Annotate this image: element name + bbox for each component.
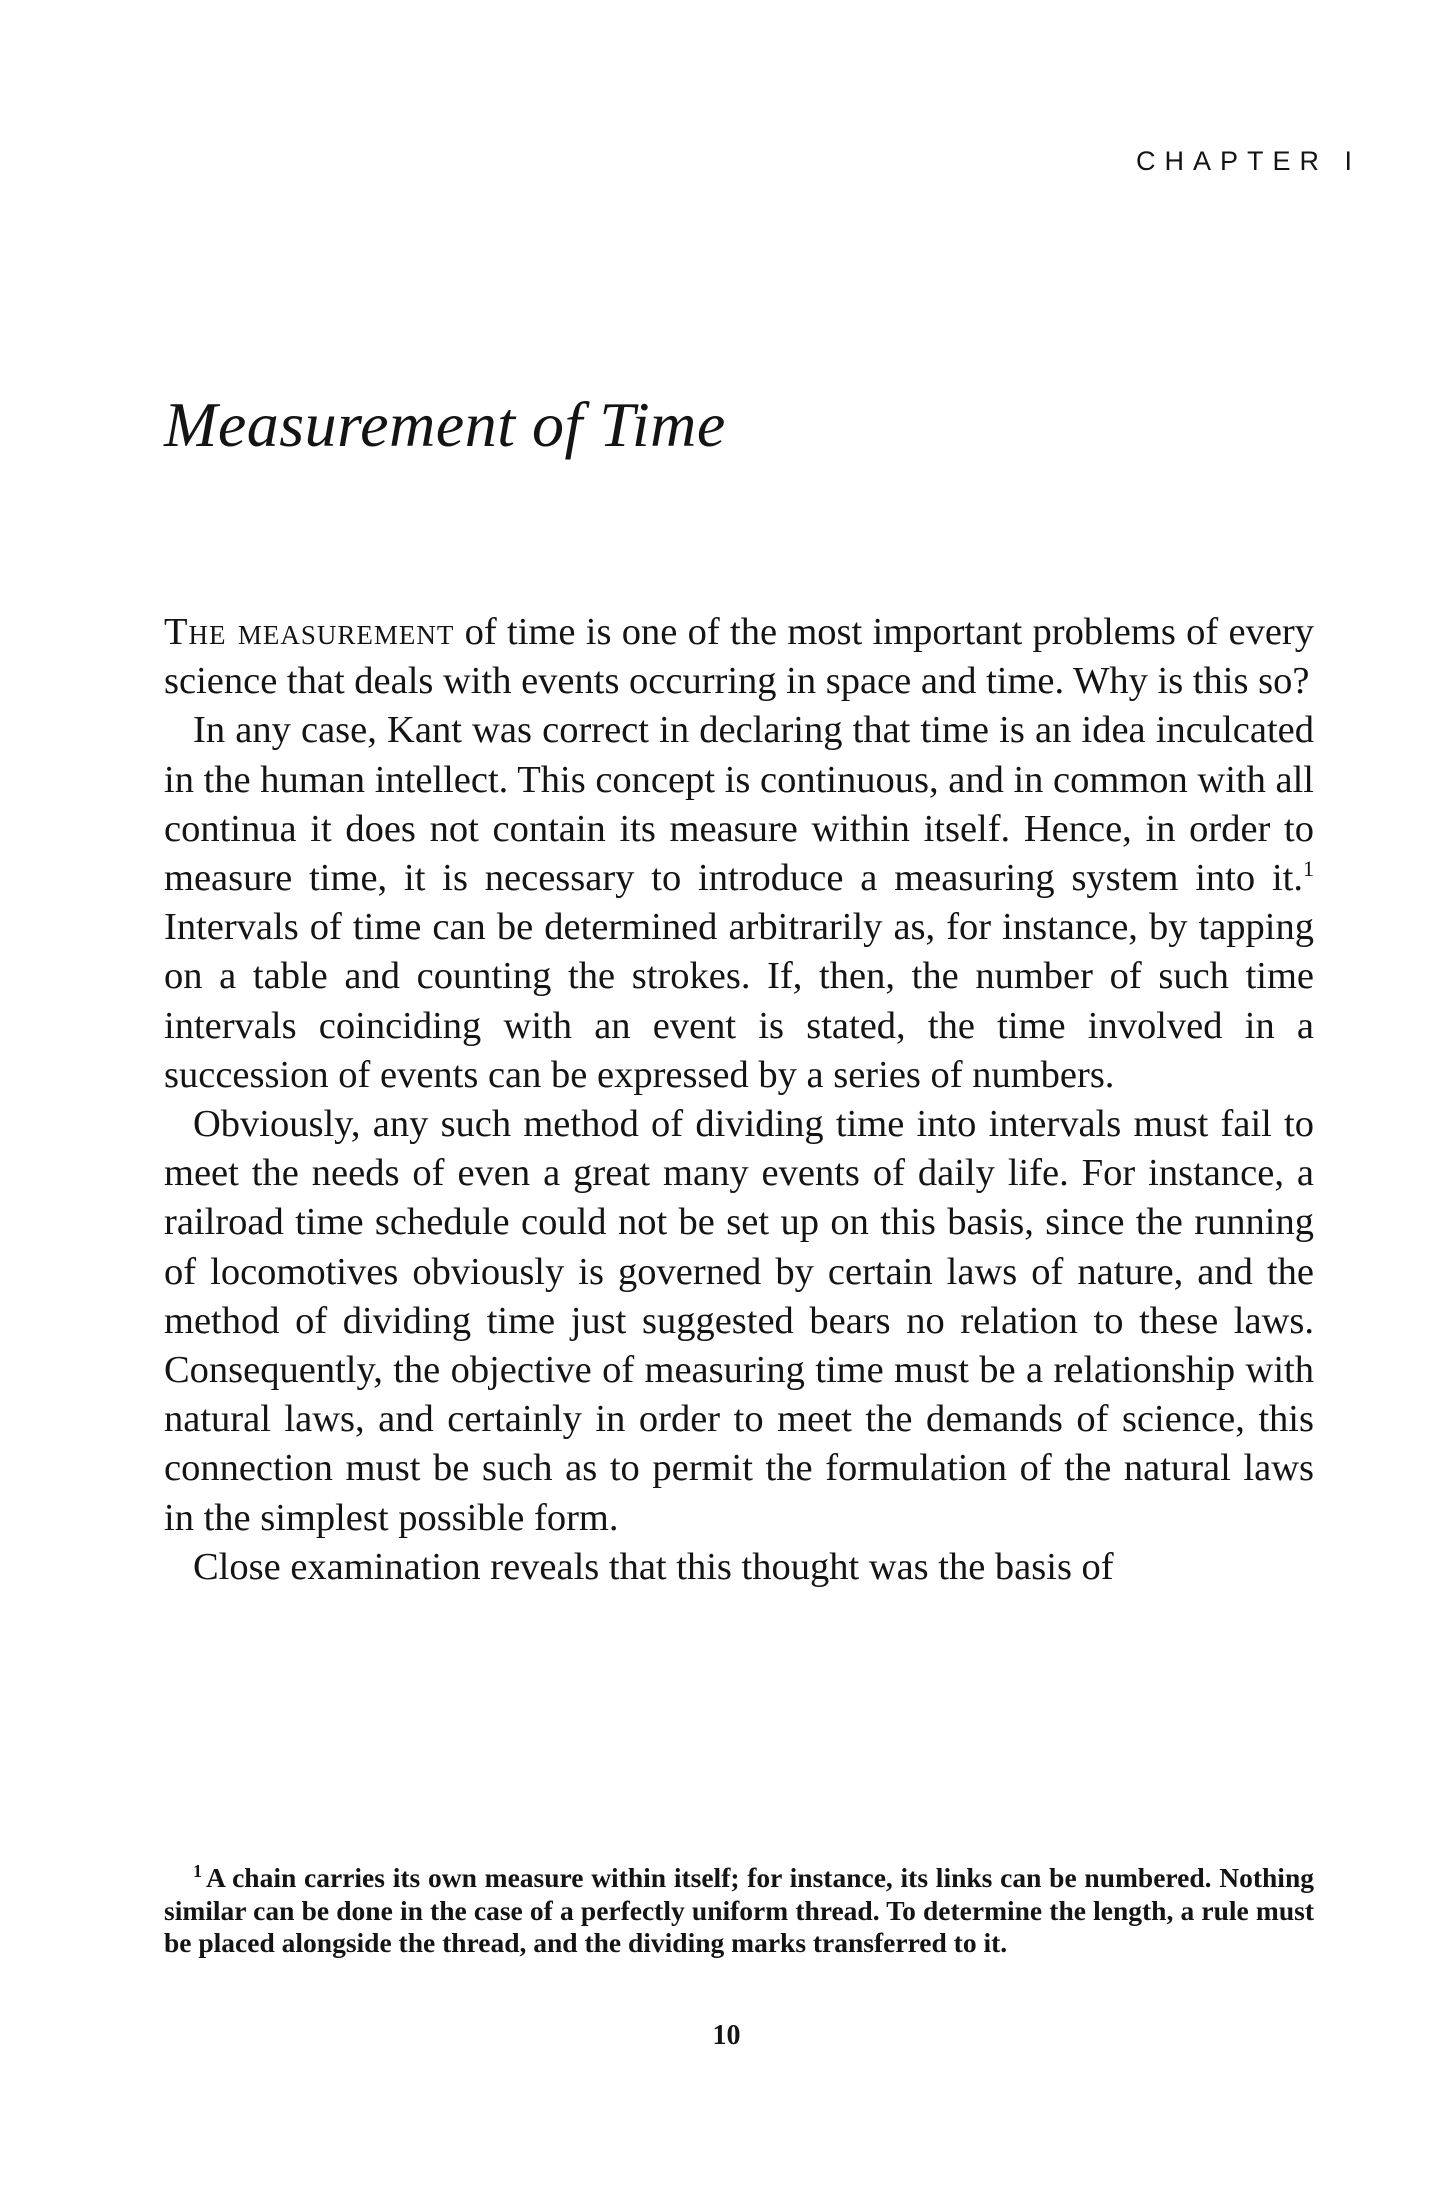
chapter-label: CHAPTER I	[1135, 146, 1361, 176]
paragraph-2-continued: Intervals of time can be determined arbitrarily as, for instance, by tapping on a table and counting the strokes. If, then, the number of such time intervals coinciding with an event is stated, the time involved in a succession of events can be expressed by a series of numbers.	[164, 906, 1314, 1096]
footnote	[164, 1862, 1314, 1960]
footnote-text: A chain carries its own measure within itself; for instance, its links can be numbered. Nothing similar can be done in the case of a perfectly uniform thread. To determine the length, a rule must be placed alongside the thread, and the dividing marks transferred to it.	[164, 1862, 1314, 1958]
footnote-mark: 1	[193, 1860, 202, 1881]
footnote-reference: 1	[1303, 856, 1314, 882]
body-text	[164, 608, 1314, 1592]
paragraph-1	[164, 608, 1314, 706]
paragraph-3: Obviously, any such method of dividing time into intervals must fail to meet the needs of even a great many events of daily life. For instance, a railroad time schedule could not be set up on this basis, since the running of locomotives obviously is governed by certain laws of nature, and the method of dividing time just suggested bears no relation to these laws. Consequently, the objective of measuring time must be a relationship with natural laws, and certainly in order to meet the demands of science, this connection must be such as to permit the formulation of the natural laws in the simplest possible form.	[164, 1103, 1314, 1539]
paragraph-2-text: In any case, Kant was correct in declaring that time is an idea inculcated in the human intellect. This concept is continuous, and in common with all continua it does not contain its measure within itself. Hence, in order to measure time, it is necessary to introduce a measuring system into it.	[164, 709, 1314, 900]
paragraph-1-lead: The measurement	[164, 611, 455, 653]
paragraph-2	[164, 706, 1314, 1100]
chapter-title: Measurement of Time	[164, 389, 726, 460]
paragraph-4: Close examination reveals that this thought was the basis of	[193, 1545, 1114, 1588]
page-number: 10	[712, 2020, 741, 2051]
paragraph-1-text: of time is one of the most important problems of every science that deals with events occurring in space and time. Why is this so?	[164, 611, 1315, 703]
